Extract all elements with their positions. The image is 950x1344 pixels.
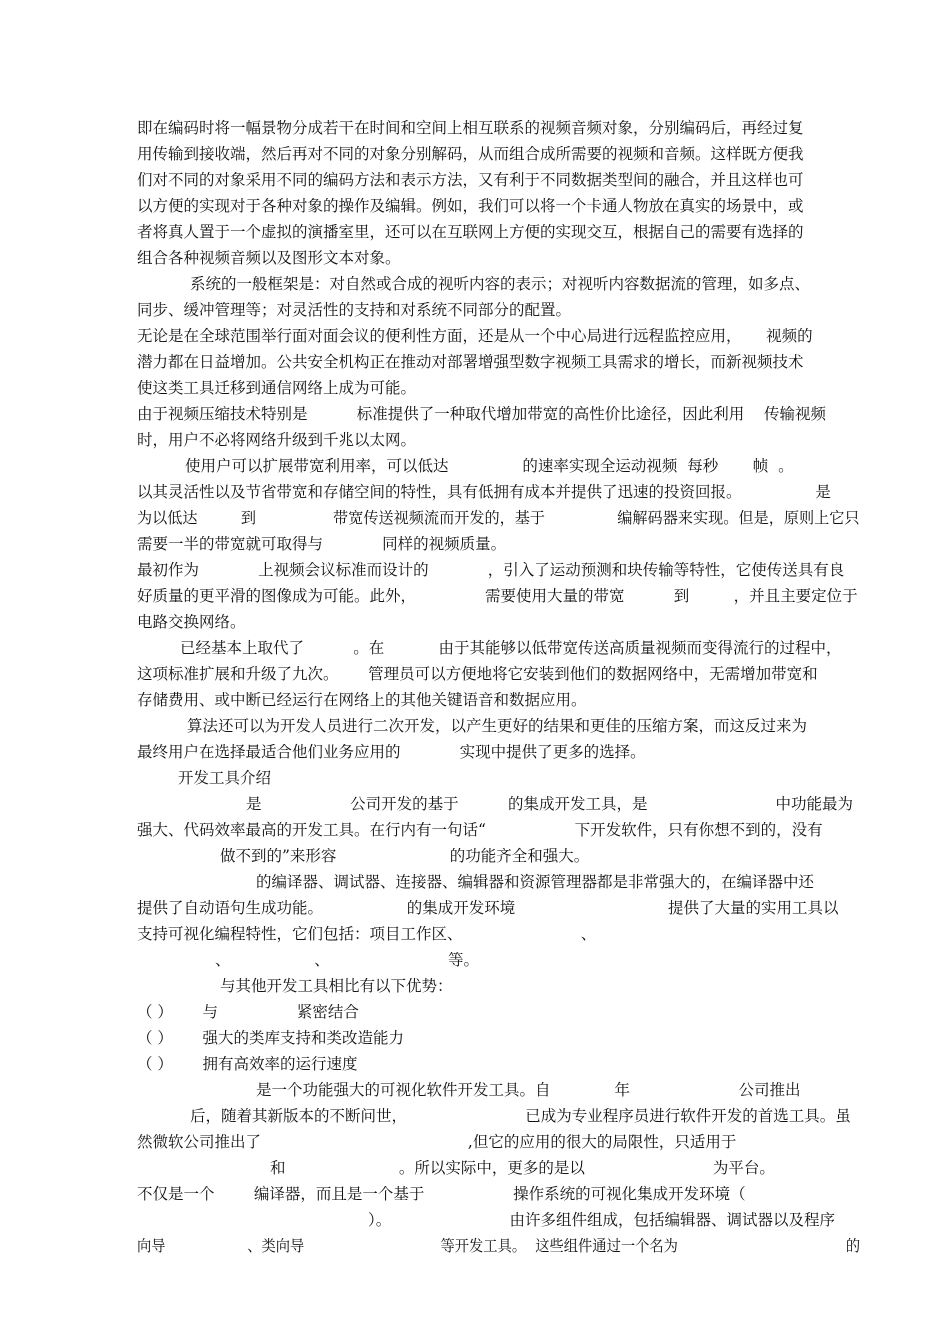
text-line: 做不到的”来形容 的功能齐全和强大。 (220, 847, 590, 865)
text-line: 为以低达 到 带宽传送视频流而开发的，基于 编解码器来实现。但是，原则上它只 (137, 509, 860, 527)
text-line: 电路交换网络。 (137, 613, 246, 631)
text-line: 与其他开发工具相比有以下优势： (220, 977, 453, 995)
text-line: 和 。所以实际中，更多的是以 为平台。 (270, 1159, 775, 1177)
text-line: ）。 由许多组件组成，包括编辑器、调试器以及程序 (368, 1211, 835, 1229)
text-line: 算法还可以为开发人员进行二次开发，以产生更好的结果和更佳的压缩方案，而这反过来为 (187, 717, 808, 735)
text-line: 好质量的更平滑的图像成为可能。此外， 需要使用大量的带宽 到 ，并且主要定位于 (137, 587, 858, 605)
text-line: 系统的一般框架是：对自然或合成的视听内容的表示；对视听内容数据流的管理，如多点、 (190, 275, 811, 293)
text-line: 强大、代码效率最高的开发工具。在行内有一句话“ 下开发软件，只有你想不到的，没有 (137, 821, 823, 839)
text-line: 提供了自动语句生成功能。 的集成开发环境 提供了大量的实用工具以 (137, 899, 839, 917)
text-line: 、 、 等。 (215, 951, 480, 969)
text-line: 使这类工具迁移到通信网络上成为可能。 (137, 379, 417, 397)
text-line: 向导 、类向导 等开发工具。 这些组件通过一个名为 的 (137, 1237, 861, 1255)
text-line: 们对不同的对象采用不同的编码方法和表示方法，又有利于不同数据类型间的融合，并且这样也可 (137, 171, 804, 189)
text-line: 存储费用、或中断已经运行在网络上的其他关键语音和数据应用。 (137, 691, 587, 709)
list-item: （ ） 与 紧密结合 (137, 1003, 359, 1021)
text-line: 支持可视化编程特性，它们包括：项目工作区、 、 (137, 925, 597, 943)
text-line: 时，用户不必将网络升级到千兆以太网。 (137, 431, 417, 449)
text-line: 用传输到接收端，然后再对不同的对象分别解码，从而组合成所需要的视频和音频。这样既方便我 (137, 145, 804, 163)
text-line: 组合各种视频音频以及图形文本对象。 (137, 249, 401, 267)
text-line: 由于视频压缩技术特别是 标准提供了一种取代增加带宽的高性价比途径，因此利用 传输视频 (137, 405, 826, 423)
text-line: 以方便的实现对于各种对象的操作及编辑。例如，我们可以将一个卡通人物放在真实的场景中，或 (137, 197, 804, 215)
text-line: 即在编码时将一幅景物分成若干在时间和空间上相互联系的视频音频对象，分别编码后，再经过复 (137, 119, 804, 137)
text-line: 需要一半的带宽就可取得与 同样的视频质量。 (137, 535, 507, 553)
text-line: 者将真人置于一个虚拟的演播室里，还可以在互联网上方便的实现交互，根据自己的需要有选择的 (137, 223, 804, 241)
list-item: （ ） 拥有高效率的运行速度 (137, 1055, 358, 1073)
text-line: 潜力都在日益增加。公共安全机构正在推动对部署增强型数字视频工具需求的增长，而新视频技术 (137, 353, 804, 371)
list-item: （ ） 强大的类库支持和类改造能力 (137, 1029, 404, 1047)
text-line: 无论是在全球范围举行面对面会议的便利性方面，还是从一个中心局进行远程监控应用， 视频的 (137, 327, 813, 345)
text-line: 不仅是一个 编译器，而且是一个基于 操作系统的可视化集成开发环境（ (137, 1185, 746, 1203)
text-line: 这项标准扩展和升级了九次。 管理员可以方便地将它安装到他们的数据网络中，无需增加带宽和 (137, 665, 818, 683)
text-line: 最终用户在选择最适合他们业务应用的 实现中提供了更多的选择。 (137, 743, 646, 761)
text-line: 是一个功能强大的可视化软件开发工具。自 年 公司推出 (256, 1081, 801, 1099)
text-line: 同步、缓冲管理等；对灵活性的支持和对系统不同部分的配置。 (137, 301, 572, 319)
text-line: 使用户可以扩展带宽利用率，可以低达 的速率实现全运动视频 每秒 帧 。 (185, 457, 794, 475)
text-line: 最初作为 上视频会议标准而设计的 ，引入了运动预测和块传输等特性，它使传送具有良 (137, 561, 845, 579)
text-line: 后，随着其新版本的不断问世， 已成为专业程序员进行软件开发的首选工具。虽 (190, 1107, 851, 1125)
text-line: 的编译器、调试器、连接器、编辑器和资源管理器都是非常强大的，在编译器中还 (256, 873, 815, 891)
text-line: 然微软公司推出了 ,但它的应用的很大的局限性，只适用于 (137, 1133, 737, 1151)
text-line: 已经基本上取代了 。在 由于其能够以低带宽传送高质量视频而变得流行的过程中， (180, 639, 842, 657)
section-heading: 开发工具介绍 (178, 769, 272, 787)
text-line: 是 公司开发的基于 的集成开发工具，是 中功能最为 (246, 795, 854, 813)
text-line: 以其灵活性以及节省带宽和存储空间的特性，具有低拥有成本并提供了迅速的投资回报。 是 (137, 483, 831, 501)
